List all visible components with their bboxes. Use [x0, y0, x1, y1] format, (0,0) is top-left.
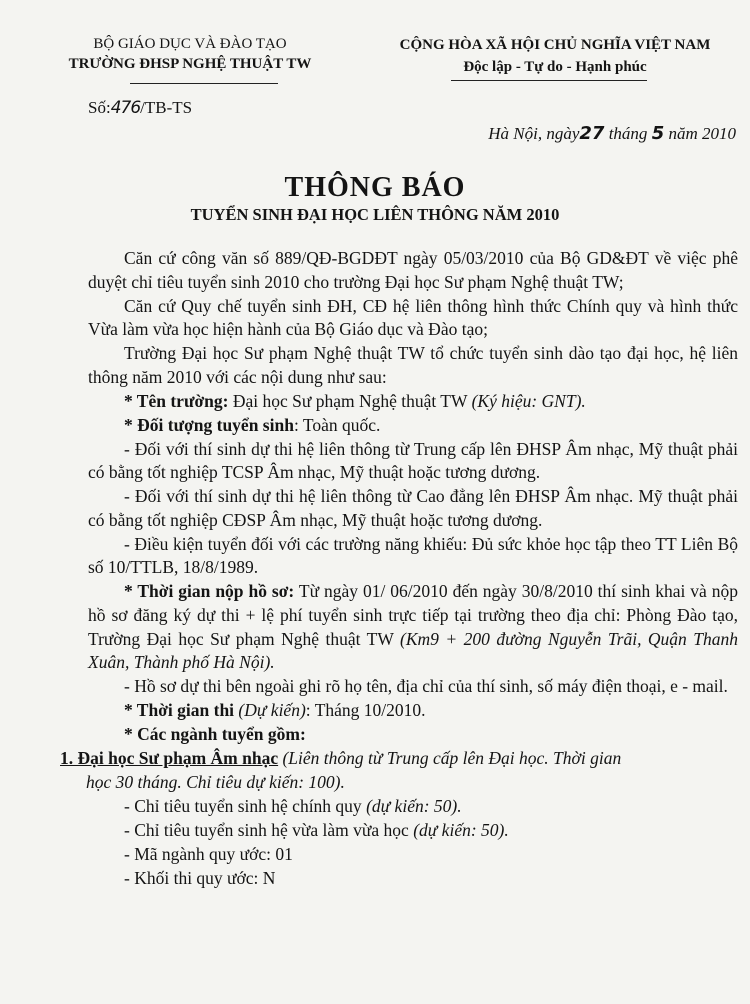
national-motto: Độc lập - Tự do - Hạnh phúc — [463, 59, 647, 75]
quota-part-time — [88, 819, 738, 843]
quota-part-time-text: - Chỉ tiêu tuyển sinh hệ vừa làm vừa học — [124, 819, 414, 840]
major-1-title: 1. Đại học Sư phạm Âm nhạc — [60, 748, 279, 769]
handwritten-day: 27 — [579, 123, 605, 144]
number-suffix: /TB-TS — [140, 98, 193, 117]
major-1-detail: (Liên thông từ Trung cấp lên Đại học. Thời gian — [278, 748, 622, 769]
school-text: Đại học Sư phạm Nghệ thuật TW — [228, 390, 472, 411]
major-1-heading — [60, 747, 738, 771]
paragraph-legal-basis-2: Căn cứ Quy chế tuyển sinh ĐH, CĐ hệ liên thông hình thức Chính quy và hình thức Vừa làm vừa học hiện hành của Bộ Giáo dục và Đào tạo; — [88, 295, 738, 340]
school-name: TRƯỜNG ĐHSP NGHỆ THUẬT TW — [68, 56, 312, 72]
target-label: * Đối tượng tuyển sinh — [124, 414, 294, 435]
target-text: : Toàn quốc. — [293, 414, 381, 435]
number-prefix: Số: — [88, 98, 111, 117]
major-1-detail-line2: học 30 tháng. Chỉ tiêu dự kiến: 100). — [86, 771, 345, 792]
school-label: * Tên trường: — [124, 390, 229, 411]
document-subtitle: TUYỂN SINH ĐẠI HỌC LIÊN THÔNG NĂM 2010 — [190, 205, 560, 224]
school-line — [88, 390, 738, 414]
submission-label: * Thời gian nộp hồ sơ: — [124, 581, 295, 602]
ministry-name: BỘ GIÁO DỤC VÀ ĐÀO TẠO — [93, 36, 287, 52]
quota-full-time — [88, 795, 738, 819]
majors-heading — [88, 723, 738, 747]
dossier-note: - Hồ sơ dự thi bên ngoài ghi rõ họ tên, địa chỉ của thí sinh, số máy điện thoại, e - mail. — [124, 676, 728, 697]
exam-paren: (Dự kiến) — [234, 700, 306, 721]
document-body — [60, 247, 739, 890]
issuer-header — [40, 34, 340, 74]
school-code: (Ký hiệu: GNT). — [471, 390, 586, 411]
date-month-word: tháng — [608, 124, 648, 143]
majors-label: * Các ngành tuyển gồm: — [124, 724, 306, 745]
document-title: THÔNG BÁO — [284, 172, 466, 203]
quota-full-time-text: - Chỉ tiêu tuyển sinh hệ chính quy — [124, 795, 367, 816]
major-code: - Mã ngành quy ước: 01 — [124, 843, 293, 864]
exam-block: - Khối thi quy ước: N — [124, 867, 276, 888]
handwritten-month: 5 — [651, 123, 665, 144]
paragraph-intro: Trường Đại học Sư phạm Nghệ thuật TW tổ chức tuyển sinh dào tạo đại học, hệ liên thông năm 2010 với các nội dung như sau: — [88, 343, 738, 387]
paragraph-legal-basis-1: Căn cứ công văn số 889/QĐ-BGDĐT ngày 05/03/2010 của Bộ GD&ĐT về việc phê duyệt chỉ tiêu tuyển sinh 2010 cho trường Đại học Sư phạm Nghệ thuật TW; — [88, 248, 738, 292]
exam-text: : Tháng 10/2010. — [305, 700, 426, 721]
document-number — [88, 98, 192, 118]
republic-name: CỘNG HÒA XÃ HỘI CHỦ NGHĨA VIỆT NAM — [399, 37, 711, 53]
submission-text: Từ ngày 01/ 06/2010 đến ngày 30/8/2010 thí sinh khai và nộp hồ sơ đăng ký dự thi + lệ phí tuyển sinh trực tiếp tại trường theo địa chỉ: Phòng Đào tạo, Trường Đại học Sư phạm Nghệ thuật TW — [88, 581, 739, 649]
condition-health: - Điều kiện tuyển đối với các trường năng khiếu: Đủ sức khỏe học tập theo TT Liên Bộ số 10/TTLB, 18/8/1989. — [88, 533, 738, 578]
submission-address: (Km9 + 200 đường Nguyễn Trãi, Quận Thanh Xuân, Thành phố Hà Nội). — [88, 628, 738, 673]
header-right-underline — [451, 80, 647, 81]
submission-line — [88, 580, 738, 674]
target-line — [88, 414, 738, 438]
date-place: Hà Nội, ngày — [488, 124, 580, 143]
document-date — [488, 123, 736, 144]
exam-label: * Thời gian thi — [124, 700, 235, 721]
national-header — [360, 34, 750, 78]
quota-part-time-paren: (dự kiến: 50). — [413, 819, 509, 840]
condition-college: - Đối với thí sinh dự thi hệ liên thông từ Cao đẳng lên ĐHSP Âm nhạc. Mỹ thuật phải có bằng tốt nghiệp CĐSP Âm nhạc, Mỹ thuật hoặc tương dương. — [88, 486, 738, 530]
exam-time-line — [88, 699, 738, 723]
quota-full-time-paren: (dự kiến: 50). — [366, 795, 462, 816]
condition-intermediate: - Đối với thí sinh dự thi hệ liên thông từ Trung cấp lên ĐHSP Âm nhạc, Mỹ thuật phải có bằng tốt nghiệp TCSP Âm nhạc, Mỹ thuật hoặc tương dương. — [88, 438, 738, 483]
header-left-underline — [130, 83, 278, 84]
handwritten-number: 476 — [110, 98, 141, 118]
date-year: năm 2010 — [668, 124, 736, 143]
